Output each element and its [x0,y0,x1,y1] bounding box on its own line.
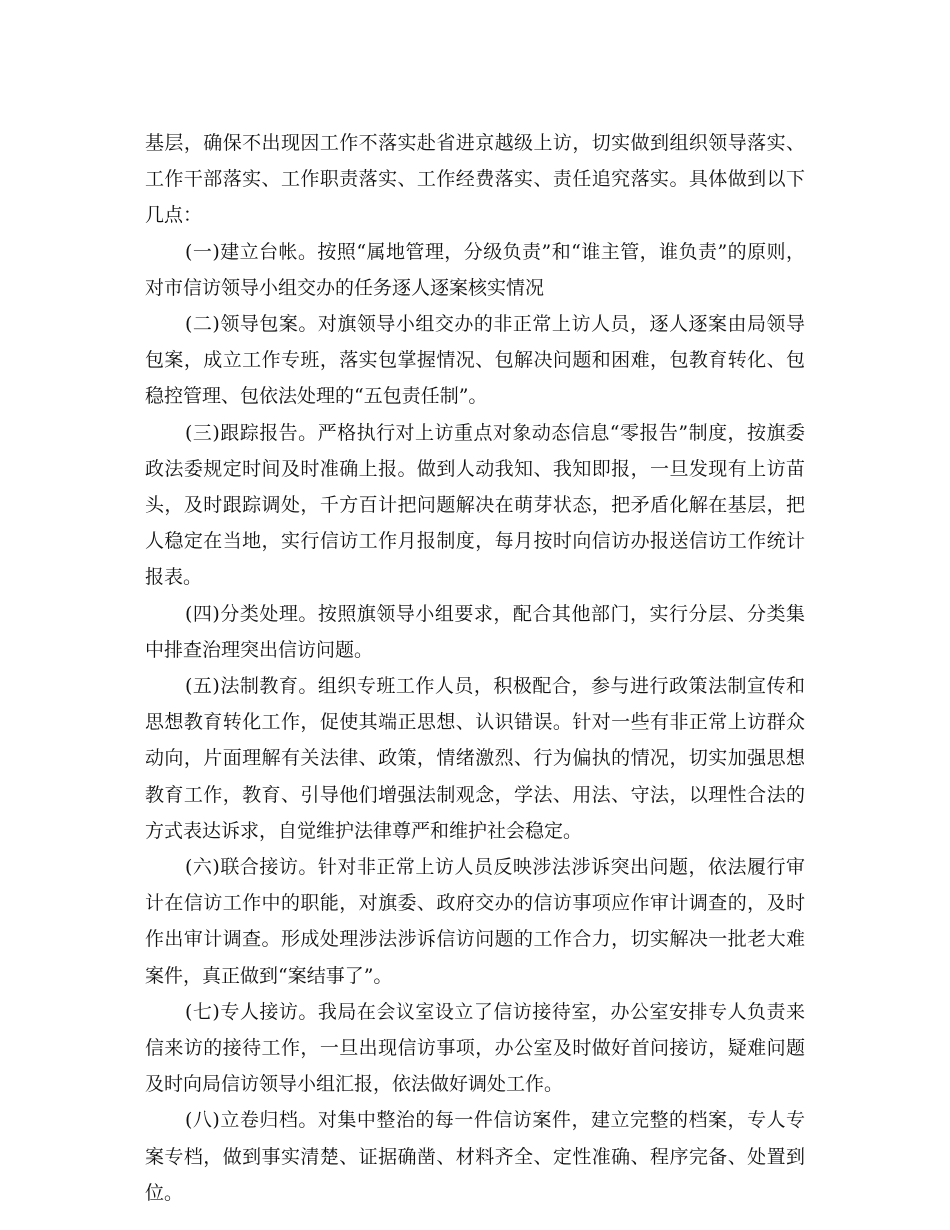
paragraph-item-2: (二)领导包案。对旗领导小组交办的非正常上访人员，逐人逐案由局领导包案，成立工作专班，落实包掌握情况、包解决问题和困难，包教育转化、包稳控管理、包依法处理的“五包责任制”。 [145,313,805,408]
paragraph-item-7: (七)专人接访。我局在会议室设立了信访接待室，办公室安排专人负责来信来访的接待工作，一旦出现信访事项，办公室及时做好首问接访，疑难问题及时向局信访领导小组汇报，依法做好调处工作。 [145,1000,805,1096]
paragraph-item-3: (三)跟踪报告。严格执行对上访重点对象动态信息“零报告”制度，按旗委政法委规定时间及时准确上报。做到人动我知、我知即报，一旦发现有上访苗头，及时跟踪调处，千方百计把问题解决在萌芽状态，把矛盾化解在基层，把人稳定在当地，实行信访工作月报制度，每月按时向信访办报送信访工作统计报表。 [145,421,805,589]
paragraph-item-6: (六)联合接访。针对非正常上访人员反映涉法涉诉突出问题，依法履行审计在信访工作中的职能，对旗委、政府交办的信访事项应作审计调查的，及时作出审计调查。形成处理涉法涉诉信访问题的工作合力，切实解决一批老大难案件，真正做到“案结事了”。 [145,856,805,987]
paragraph-continuation: 基层，确保不出现因工作不落实赴省进京越级上访，切实做到组织领导落实、工作干部落实、工作职责落实、工作经费落实、责任追究落实。具体做到以下几点： [145,132,805,227]
document-body [145,125,805,1211]
paragraph-item-1: (一)建立台帐。按照“属地管理，分级负责”和“谁主管，谁负责”的原则，对市信访领导小组交办的任务逐人逐案核实情况 [145,240,805,299]
paragraph-item-5: (五)法制教育。组织专班工作人员，积极配合，参与进行政策法制宣传和思想教育转化工作，促使其端正思想、认识错误。针对一些有非正常上访群众动向，片面理解有关法律、政策，情绪激烈、行为偏执的情况，切实加强思想教育工作，教育、引导他们增强法制观念，学法、用法、守法，以理性合法的方式表达诉求，自觉维护法律尊严和维护社会稳定。 [145,675,805,842]
paragraph-item-4: (四)分类处理。按照旗领导小组要求，配合其他部门，实行分层、分类集中排查治理突出信访问题。 [145,602,805,661]
paragraph-item-8: (八)立卷归档。对集中整治的每一件信访案件，建立完整的档案，专人专案专档，做到事实清楚、证据确凿、材料齐全、定性准确、程序完备、处置到位。 [145,1109,805,1204]
